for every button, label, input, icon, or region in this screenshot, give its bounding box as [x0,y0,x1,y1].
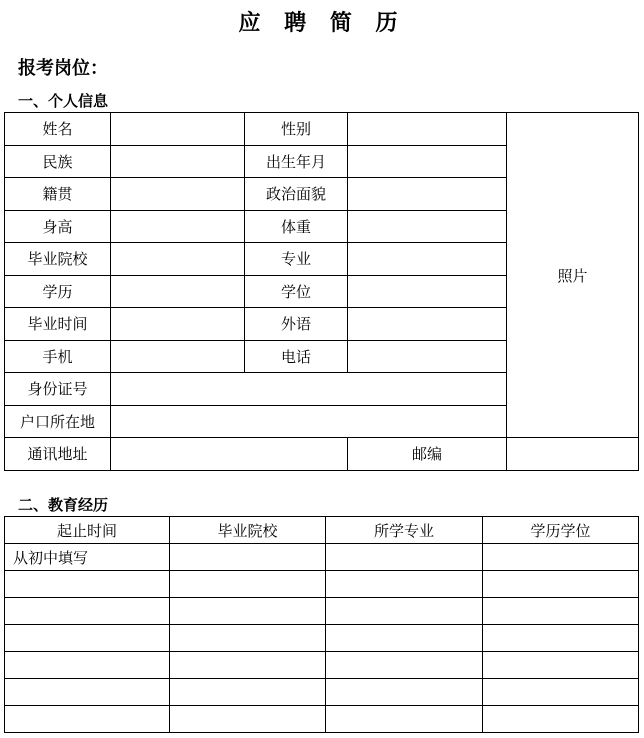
field-name[interactable] [111,113,245,146]
edu-school-cell[interactable] [170,544,326,571]
edu-period-cell[interactable] [5,652,170,679]
label-mobile: 手机 [5,340,111,373]
field-degree[interactable] [348,275,507,308]
edu-major-cell[interactable] [326,706,483,733]
field-school[interactable] [111,243,245,276]
edu-major-cell[interactable] [326,571,483,598]
label-household-location: 户口所在地 [5,405,111,438]
label-political-status: 政治面貌 [245,178,348,211]
edu-period-cell[interactable] [5,625,170,652]
field-phone[interactable] [348,340,507,373]
field-political-status[interactable] [348,178,507,211]
field-household-location[interactable] [111,405,507,438]
edu-school-cell[interactable] [170,625,326,652]
photo-box[interactable]: 照片 [507,113,639,438]
edu-major-cell[interactable] [326,598,483,625]
label-major: 专业 [245,243,348,276]
column-header: 学历学位 [483,517,639,544]
field-native-place[interactable] [111,178,245,211]
field-graduation-time[interactable] [111,308,245,341]
column-header: 毕业院校 [170,517,326,544]
label-gender: 性别 [245,113,348,146]
edu-degree-cell[interactable] [483,571,639,598]
column-header: 起止时间 [5,517,170,544]
table-row [5,652,639,679]
label-phone: 电话 [245,340,348,373]
table-row [5,598,639,625]
field-mailing-address[interactable] [111,438,348,471]
column-header: 所学专业 [326,517,483,544]
field-birth-date[interactable] [348,145,507,178]
edu-period-cell[interactable]: 从初中填写 [5,544,170,571]
edu-major-cell[interactable] [326,625,483,652]
section-personal-title: 一、个人信息 [18,92,109,110]
edu-period-cell[interactable] [5,706,170,733]
section-education-title: 二、教育经历 [18,496,109,514]
label-id-number: 身份证号 [5,373,111,406]
label-native-place: 籍贯 [5,178,111,211]
label-education: 学历 [5,275,111,308]
label-weight: 体重 [245,210,348,243]
edu-school-cell[interactable] [170,598,326,625]
table-row [5,706,639,733]
field-ethnicity[interactable] [111,145,245,178]
field-major[interactable] [348,243,507,276]
page-title: 应 聘 简 历 [238,11,406,36]
edu-degree-cell[interactable] [483,679,639,706]
field-gender[interactable] [348,113,507,146]
label-postcode: 邮编 [348,438,507,471]
edu-major-cell[interactable] [326,544,483,571]
table-row [5,571,639,598]
edu-degree-cell[interactable] [483,598,639,625]
label-graduation-time: 毕业时间 [5,308,111,341]
field-mobile[interactable] [111,340,245,373]
edu-school-cell[interactable] [170,679,326,706]
field-postcode[interactable] [507,438,639,471]
edu-degree-cell[interactable] [483,625,639,652]
field-height[interactable] [111,210,245,243]
label-foreign-language: 外语 [245,308,348,341]
label-school: 毕业院校 [5,243,111,276]
label-ethnicity: 民族 [5,145,111,178]
personal-info-table [4,112,639,471]
label-height: 身高 [5,210,111,243]
table-header-row [5,517,639,544]
position-label: 报考岗位： [18,58,108,79]
label-birth-date: 出生年月 [245,145,348,178]
education-table [4,516,639,733]
edu-period-cell[interactable] [5,679,170,706]
edu-major-cell[interactable] [326,652,483,679]
edu-school-cell[interactable] [170,652,326,679]
edu-degree-cell[interactable] [483,544,639,571]
edu-degree-cell[interactable] [483,652,639,679]
field-education[interactable] [111,275,245,308]
edu-period-cell[interactable] [5,598,170,625]
edu-degree-cell[interactable] [483,706,639,733]
table-row [5,544,639,571]
label-name: 姓名 [5,113,111,146]
field-foreign-language[interactable] [348,308,507,341]
table-row [5,625,639,652]
edu-period-cell[interactable] [5,571,170,598]
edu-major-cell[interactable] [326,679,483,706]
edu-school-cell[interactable] [170,706,326,733]
edu-school-cell[interactable] [170,571,326,598]
field-weight[interactable] [348,210,507,243]
table-row [5,679,639,706]
field-id-number[interactable] [111,373,507,406]
label-degree: 学位 [245,275,348,308]
label-mailing-address: 通讯地址 [5,438,111,471]
